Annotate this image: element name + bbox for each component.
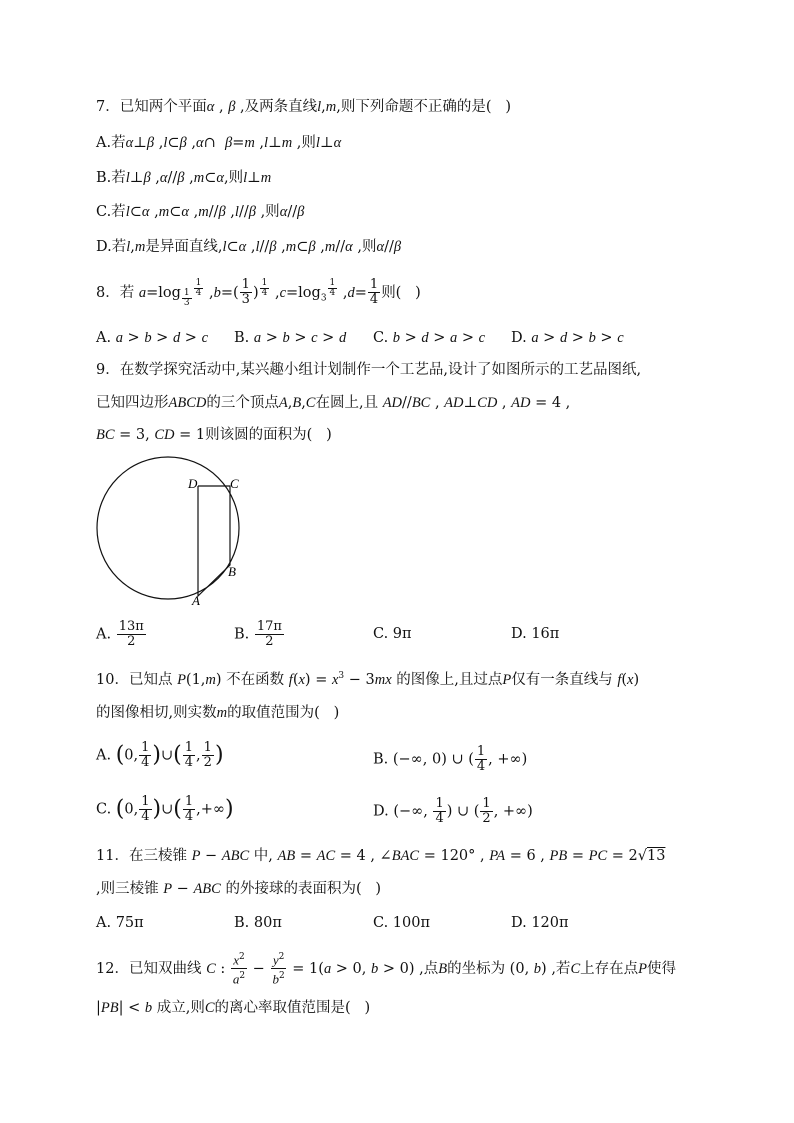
q9-option-b: B. $\frac{17\pi}{2}$ [234,619,282,649]
label-a: A [192,593,200,608]
q9-option-a: A. $\frac{13\pi}{2}$ [96,619,144,649]
q11-option-c: C. 100π [373,915,431,931]
question-7-stem: 7．已知两个平面α , β ,及两条直线l,m,则下列命题不正确的是( ) [96,99,512,115]
q7-option-b: B.若l⊥β ,α//β ,m⊂α,则l⊥m [96,170,272,186]
circle-quadrilateral-figure [96,452,256,612]
q9-option-c: C. 9π [373,626,412,642]
label-c: C [230,476,239,491]
q8-option-d: D. a > d > b > c [511,330,624,346]
label-d: D [188,476,198,491]
q8-option-b: B. a > b > c > d [234,330,347,346]
q7-option-c: C.若l⊂α ,m⊂α ,m//β ,l//β ,则α//β [96,204,305,220]
question-12-line1: 12．已知双曲线 C : $\frac{x^2}{a^2}$ − $\frac{y^2}{b^2}$ = 1(a > 0, b > 0) ,点B的坐标为 (0, b) ,若C上存在点P使得 [96,952,676,987]
q11-option-b: B. 80π [234,915,282,931]
question-12-line2: |PB| < b 成立,则C的离心率取值范围是( ) [96,1000,371,1016]
question-8-stem: 8．若 a=log $_{\frac{1}{3}}$ $^{\frac{1}{4}}$ ,b=( $\frac{1}{3}$ ) $^{\frac{1}{4}}$ $,c=\log_3$ $^{\frac{1}{4}}$ ,d= $\frac{1}{4}$ 则( ) [96,277,421,308]
question-9-line1: 9．在数学探究活动中,某兴趣小组计划制作一个工艺品,设计了如图所示的工艺品图纸, [96,362,642,378]
q11-option-d: D. 120π [511,915,569,931]
q10-option-a: A. (0, $\frac{1}{4}$ )∪( $\frac{1}{4}$ , $\frac{1}{2}$ ) [96,740,224,770]
q11-option-a: A. 75π [96,915,144,931]
q7-option-a: A.若α⊥β ,l⊂β ,α∩ β=m ,l⊥m ,则l⊥α [96,135,342,151]
question-11-line1: 11．在三棱锥 P − ABC 中, AB = AC = 4 , ∠BAC = 120° , PA = 6 , PB = PC = 2√13 [96,848,666,864]
question-10-line2: 的图像相切,则实数m的取值范围为( ) [96,705,340,721]
question-9-line3: BC = 3, CD = 1则该圆的面积为( ) [96,427,332,443]
q10-option-c: C. (0, $\frac{1}{4}$ )∪( $\frac{1}{4}$ ,+∞) [96,794,234,824]
question-11-line2: ,则三棱锥 P − ABC 的外接球的表面积为( ) [96,881,382,897]
q10-option-b: B. (−∞, 0) ∪ ( $\frac{1}{4}$ , +∞) [373,744,528,774]
q9-option-d: D. 16π [511,626,560,642]
q7-option-d: D.若l,m是异面直线,l⊂α ,l//β ,m⊂β ,m//α ,则α//β [96,239,402,255]
question-9-line2: 已知四边形ABCD的三个顶点A,B,C在圆上,且 AD//BC , AD⊥CD , AD = 4 , [96,395,571,411]
q8-option-a: A. a > b > d > c [96,330,209,346]
question-10-line1: 10．已知点 P(1,m) 不在函数 $f(x) = x^3 - 3mx$ 的图像上,且过点P仅有一条直线与 f(x) [96,671,640,688]
q8-option-c: C. b > d > a > c [373,330,486,346]
q10-option-d: D. (−∞, $\frac{1}{4}$ ) ∪ ( $\frac{1}{2}$ , +∞) [373,796,533,826]
label-b: B [228,564,236,579]
